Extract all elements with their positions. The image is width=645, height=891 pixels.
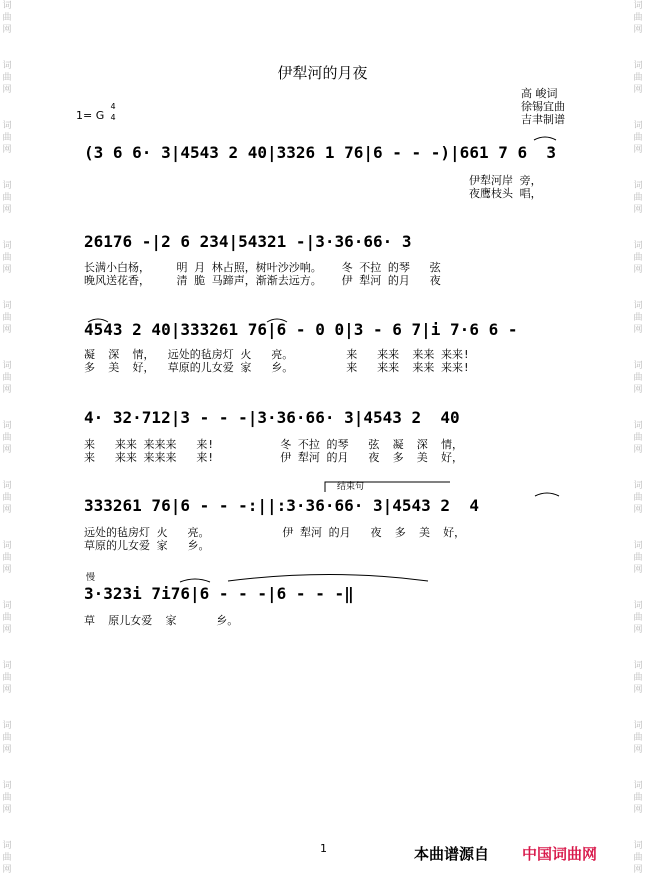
time-signature-unit: 4 xyxy=(110,113,116,122)
system-6-lyrics-verse-1: 草 原儿女爱 家 乡。 xyxy=(84,614,239,627)
system-5-ending-label: 结束句 xyxy=(337,482,365,492)
system-4-lyrics-verse-1: 来 来来 来来来 来! 冬 不拉 的琴 弦 凝 深 情， xyxy=(84,438,464,451)
song-title: 伊犁河的月夜 xyxy=(277,64,368,82)
system-5-notes: 333261 76|6 - - -:||:3·36·66· 3|4543 2 4 xyxy=(84,496,479,515)
key-signature: 1= G xyxy=(76,109,105,122)
system-3-lyrics-verse-1: 凝 深 情， 远处的毡房灯 火 亮。 来 来来 来来 来来! xyxy=(84,348,470,361)
system-1-notes: (3 6 6· 3|4543 2 40|3326 1 76|6 - - -)|661 7 6 3 xyxy=(84,143,557,162)
slur-mark xyxy=(228,575,428,582)
slur-mark xyxy=(180,579,210,582)
slur-mark xyxy=(534,137,556,140)
system-2-notes: 26176 -|2 6 234|54321 -|3·36·66· 3 xyxy=(84,232,412,251)
system-1-lyrics-verse-1: 伊犁河岸 旁， xyxy=(469,174,542,187)
composer-credit: 徐锡宜曲 xyxy=(521,100,565,113)
footer-site-name: 中国词曲网 xyxy=(522,845,598,863)
slur-mark xyxy=(88,319,108,322)
system-2-lyrics-verse-1: 长满小白杨， 明 月 林占照，树叶沙沙响。 冬 不拉 的琴 弦 xyxy=(84,261,441,274)
time-signature-beats: 4 xyxy=(110,102,116,111)
slur-mark xyxy=(267,319,287,322)
system-4-notes: 4· 32·712|3 - - -|3·36·66· 3|4543 2 40 xyxy=(84,408,460,427)
system-3-lyrics-verse-2: 多 美 好， 草原的儿女爱 家 乡。 来 来来 来来 来来! xyxy=(84,361,470,374)
system-5-lyrics-verse-1: 远处的毡房灯 火 亮。 伊 犁河 的月 夜 多 美 好， xyxy=(84,526,466,539)
system-1-lyrics-verse-2: 夜鹰枝头 唱， xyxy=(469,187,542,200)
slur-mark xyxy=(535,493,559,496)
lyricist-credit: 高 峻词 xyxy=(521,87,558,100)
ending-bracket xyxy=(325,482,450,492)
system-5-lyrics-verse-2: 草原的儿女爱 家 乡。 xyxy=(84,539,210,552)
page-number: 1 xyxy=(320,842,327,855)
system-4-lyrics-verse-2: 来 来来 来来来 来! 伊 犁河 的月 夜 多 美 好， xyxy=(84,451,464,464)
system-2-lyrics-verse-2: 晚风送花香， 清 脆 马蹄声，渐渐去远方。 伊 犁河 的月 夜 xyxy=(84,274,441,287)
watermark-right: 词 曲 网 词 曲 网 词 曲 网 词 曲 网 词 曲 网 词 曲 网 词 曲 网 词 曲 网 词 曲 网 词 曲 网 词 曲 网 词 曲 网 词 曲 网 词 曲 网 词 曲 网 xyxy=(633,1,643,875)
footer-source-text: 本曲谱源自 xyxy=(414,845,490,863)
system-6-notes: 3·323i 7i76|6 - - -|6 - - -‖ xyxy=(84,584,354,603)
system-6-tempo-label: 慢 xyxy=(86,573,96,583)
watermark-left: 词 曲 网 词 曲 网 词 曲 网 词 曲 网 词 曲 网 词 曲 网 词 曲 网 词 曲 网 词 曲 网 词 曲 网 词 曲 网 词 曲 网 词 曲 网 词 曲 网 词 曲 网 xyxy=(2,1,12,875)
system-3-notes: 4543 2 40|333261 76|6 - 0 0|3 - 6 7|i 7·6 6 - xyxy=(84,320,518,339)
engraver-credit: 吉聿制谱 xyxy=(521,113,565,126)
